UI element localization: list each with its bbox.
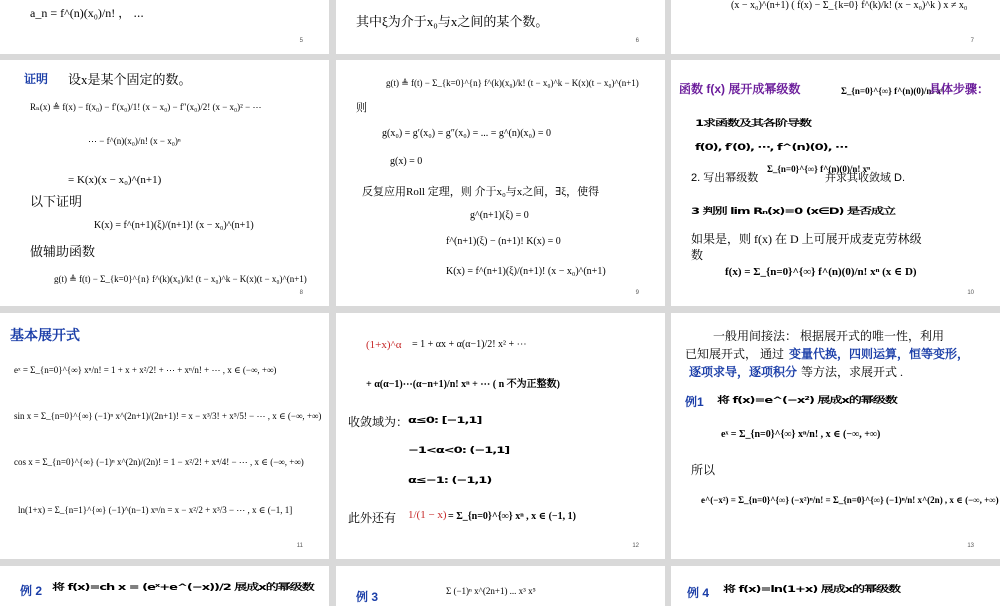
- slide-9[interactable]: [336, 60, 665, 306]
- exp-known: eˣ = Σ_{n=0}^{∞} xⁿ/n! , x ∈ (−∞, +∞): [721, 429, 881, 440]
- f-n1-equation: f^(n+1)(ξ) − (n+1)! K(x) = 0: [446, 236, 561, 247]
- slide-number: 12: [632, 543, 639, 549]
- slide-number: 8: [299, 290, 303, 296]
- slide-8[interactable]: [0, 60, 329, 306]
- example-4-label: 例 4: [687, 586, 710, 600]
- slide-number: 11: [296, 543, 303, 549]
- step-1-derivatives-garbled: f(0), f′(0), ⋯, f^(n)(0), ⋯: [695, 142, 848, 153]
- slide-number: 6: [635, 38, 639, 44]
- steps-title: 函数 f(x) 展开成幂级数: [679, 82, 801, 96]
- convergence-case-3: α≤−1: (−1,1): [408, 475, 492, 486]
- step-1-garbled: 1求函数及其各阶导数: [695, 118, 812, 129]
- exp-minus-x2: e^(−x²) = Σ_{n=0}^{∞} (−x²)ⁿ/n! = Σ_{n=0}^{∞} (−1)ⁿ/n! x^(2n) , x ∈ (−∞, +∞): [701, 495, 999, 505]
- k-formula: K(x) = f^(n+1)(ξ)/(n+1)! (x − x₀)^(n+1): [94, 220, 254, 231]
- rolle-note: 反复应用Roll 定理，则 介于x₀与x之间，∃ξ，使得: [362, 186, 600, 198]
- g-x-zero: g(x) = 0: [390, 156, 423, 167]
- xi-note: 其中ξ为介于x₀与x之间的某个数。: [356, 14, 549, 29]
- convergence-case-1: α≤0: [−1,1]: [408, 415, 482, 426]
- slide-16[interactable]: [671, 566, 1000, 606]
- basic-expansions-title: 基本展开式: [10, 327, 80, 343]
- maclaurin-series: f(x) = Σ_{n=0}^{∞} f^(n)(0)/n! xⁿ (x ∈ D): [725, 266, 917, 278]
- slide-number: 9: [635, 290, 639, 296]
- steps-title-series: Σ_{n=0}^{∞} f^(n)(0)/n! xⁿ: [841, 86, 945, 96]
- slide-number: 5: [299, 38, 303, 44]
- remainder-line-2: ⋯ − f^(n)(x₀)/n! (x − x₀)ⁿ: [88, 136, 181, 146]
- slide-number: 7: [970, 38, 974, 44]
- example-3-label: 例 3: [356, 590, 379, 604]
- exp-expansion: eˣ = Σ_{n=0}^{∞} xⁿ/n! = 1 + x + x²/2! + ⋯ + xⁿ/n! + ⋯ , x ∈ (−∞, +∞): [14, 365, 277, 375]
- slide-number: 13: [967, 543, 974, 549]
- g-derivatives-zero: g(x₀) = g′(x₀) = g″(x₀) = ... = g^(n)(x₀) = 0: [382, 128, 551, 139]
- geometric-rhs: = Σ_{n=0}^{∞} xⁿ , x ∈ (−1, 1): [448, 511, 576, 522]
- example-1-label: 例1: [685, 395, 704, 409]
- step-3-garbled: 3 判别 lim Rₙ(x)=0 (x∈D) 是否成立: [691, 206, 895, 217]
- example-2-label: 例 2: [20, 584, 43, 598]
- ln-expansion: ln(1+x) = Σ_{n=1}^{∞} (−1)^(n−1) xⁿ/n = x − x²/2 + x³/3 − ⋯ , x ∈ (−1, 1]: [18, 505, 293, 515]
- g-definition: g(t) ≜ f(t) − Σ_{k=0}^{n} f^(k)(x₀)/k! (t − x₀)^k − K(x)(t − x₀)^(n+1): [386, 78, 639, 88]
- convergence-case-2: −1<α<0: (−1,1]: [408, 445, 510, 456]
- g-n1-zero: g^(n+1)(ξ) = 0: [470, 210, 529, 221]
- remainder-line-3: = K(x)(x − x₀)^(n+1): [68, 174, 162, 186]
- maclaurin-note: 如果是，则 f(x) 在 D 上可展开成麦克劳林级: [691, 232, 922, 246]
- slide-13[interactable]: [671, 313, 1000, 559]
- example-1-garbled: 将 f(x)=e^(−x²) 展成x的幂级数: [717, 395, 897, 406]
- geometric-lhs: 1/(1 − x): [408, 509, 447, 521]
- remainder-formula: (x − x₀)^(n+1) ( f(x) − Σ_{k=0} f^(k)/k! (x − x₀)^k ) x ≠ x₀: [731, 0, 968, 11]
- slide-5[interactable]: [0, 0, 329, 54]
- slide-7[interactable]: [671, 0, 1000, 54]
- aux-function-label: 做辅助函数: [30, 244, 96, 259]
- binomial-rhs-2: + α(α−1)⋯(α−n+1)/n! xⁿ + ⋯ ( n 不为正整数): [366, 379, 560, 390]
- remainder-line-1: Rₙ(x) ≜ f(x) − f(x₀) − f′(x₀)/1! (x − x₀) − f″(x₀)/2! (x − x₀)² − ⋯: [30, 102, 262, 112]
- k-result: K(x) = f^(n+1)(ξ)/(n+1)! (x − x₀)^(n+1): [446, 266, 606, 277]
- indirect-method-2a: 已知展开式， 通过: [685, 347, 785, 361]
- step-2: 2. 写出幂级数: [691, 172, 759, 184]
- example-4-garbled: 将 f(x)=ln(1+x) 展成x的幂级数: [723, 584, 901, 595]
- prove-below: 以下证明: [30, 194, 83, 209]
- step-2-suffix: 并求其收敛域 D.: [825, 172, 906, 184]
- slide-10[interactable]: [671, 60, 1000, 306]
- binomial-lhs: (1+x)^α: [366, 339, 402, 351]
- indirect-method-3a: 逐项求导，逐项积分: [689, 365, 798, 379]
- indirect-method-2b: 变量代换，四则运算，恒等变形，: [789, 347, 970, 361]
- so-label: 所以: [691, 463, 716, 477]
- slide-11[interactable]: [0, 313, 329, 559]
- slide-14[interactable]: [0, 566, 329, 606]
- maclaurin-note-cont: 数: [691, 248, 704, 262]
- then-label: 则: [356, 102, 367, 114]
- slide-6[interactable]: [336, 0, 665, 54]
- step-2-series: Σ_{n=0}^{∞} f^(n)(0)/n! xⁿ: [767, 164, 871, 174]
- indirect-method-1: 一般用间接法： 根据展开式的唯一性，利用: [713, 329, 945, 343]
- cos-expansion: cos x = Σ_{n=0}^{∞} (−1)ⁿ x^(2n)/(2n)! = 1 − x²/2! + x⁴/4! − ⋯ , x ∈ (−∞, +∞): [14, 457, 304, 467]
- example-2-garbled: 将 f(x)=ch x = (eˣ+e^(−x))/2 展成x的幂级数: [52, 582, 314, 593]
- binomial-rhs-1: = 1 + αx + α(α−1)/2! x² + ⋯: [412, 339, 527, 350]
- example-3-formula: Σ (−1)ⁿ x^(2n+1) ... x³ x⁵: [446, 586, 536, 596]
- sin-expansion: sin x = Σ_{n=0}^{∞} (−1)ⁿ x^(2n+1)/(2n+1)! = x − x³/3! + x⁵/5! − ⋯ , x ∈ (−∞, +∞): [14, 411, 322, 421]
- slide-number: 10: [967, 290, 974, 296]
- slide-12[interactable]: [336, 313, 665, 559]
- aux-function-formula: g(t) ≜ f(t) − Σ_{k=0}^{n} f^(k)(x₀)/k! (t − x₀)^k − K(x)(t − x₀)^(n+1): [54, 274, 307, 284]
- also-label: 此外还有: [348, 511, 397, 525]
- proof-intro: 设x是某个固定的数。: [68, 72, 192, 87]
- indirect-method-3b: 等方法，求展开式 .: [801, 365, 904, 379]
- coefficient-formula: a_n = f^(n)(x₀)/n! ， ⋯: [30, 6, 145, 20]
- slide-15[interactable]: [336, 566, 665, 606]
- steps-title-suffix: 具体步骤：: [929, 82, 990, 96]
- proof-label: 证明: [24, 72, 49, 86]
- convergence-label: 收敛域为：: [348, 415, 409, 429]
